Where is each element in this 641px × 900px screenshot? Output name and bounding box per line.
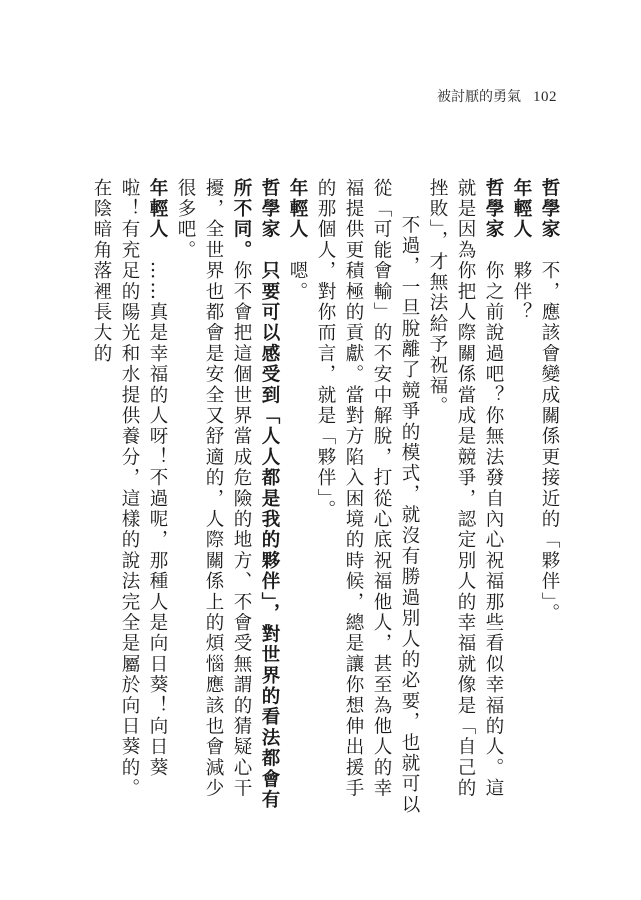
page-number: 102 [533, 89, 557, 105]
dialog-text: 不，應該會變成關係更接近的「夥伴」。 [539, 260, 560, 625]
body-paragraph: 不過，一旦脫離了競爭的模式，就沒有勝過別人的必要，也就可以從「可能會輸」的不安中解脫，打從心底祝福他人，甚至為他人的幸福提供更積極的貢獻。當對方陷入困境的時候，總是讓你想伸出援手的那個人，對你而言，就是「夥伴」。 [315, 178, 420, 816]
dialog-text: 你不會把這個世界當成危險的地方、不會受無謂的猜疑心干擾，全世界也都會是安全又舒適的，人際關係上的煩惱應該也會減少很多吧。 [175, 178, 252, 800]
speaker-label: 年輕人 [147, 178, 168, 241]
dialog-paragraph [507, 178, 535, 818]
dialog-paragraph [283, 178, 311, 818]
speaker-label: 年輕人 [287, 178, 308, 241]
speaker-label: 年輕人 [511, 178, 532, 241]
speaker-label: 哲學家 [539, 178, 560, 241]
dialog-paragraph [87, 178, 171, 818]
vertical-text-body [91, 178, 563, 818]
speaker-label: 哲學家 [483, 178, 504, 241]
dialog-paragraph [535, 178, 563, 818]
book-title: 被討厭的勇氣 [437, 89, 521, 105]
emphasized-text: 只要可以感受到「人人都是我的夥伴」，對世界的看法都會有所不同。 [231, 178, 280, 811]
dialog-text: 嗯。 [287, 260, 308, 303]
speaker-label: 哲學家 [259, 178, 280, 241]
dialog-paragraph [171, 178, 283, 818]
dialog-text: 你之前說過吧？你無法發自內心祝福那些看似幸福的人。這就是因為你把人際關係當成是競爭，認定別人的幸福就像是「自己的挫敗」，才無法給予祝福。 [427, 178, 504, 800]
dialog-paragraph [423, 178, 507, 818]
dialog-text: ……真是幸福的人呀！不過呢，那種人是向日葵！向日葵啦！有充足的陽光和水提供養分，這樣的說法完全是屬於向日葵的。在陰暗角落裡長大的 [91, 178, 168, 799]
running-header [437, 86, 557, 106]
dialog-text: 夥伴？ [511, 260, 532, 323]
